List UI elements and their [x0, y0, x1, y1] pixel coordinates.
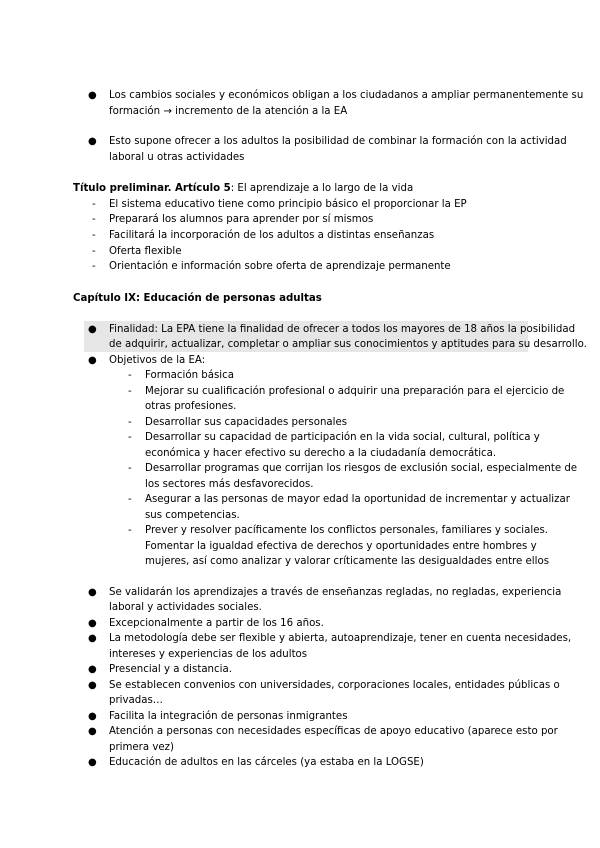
- objetivo-7-line-2: Fomentar la igualdad efectiva de derechos y oportunidades entre hombres y: [145, 541, 537, 552]
- final-5-line-2: privadas…: [109, 695, 163, 706]
- dash-marker: -: [92, 214, 96, 225]
- final-1-line-2: laboral y actividades sociales.: [109, 602, 262, 613]
- dash-marker: -: [92, 246, 96, 257]
- final-1-line-1: Se validarán los aprendizajes a través de enseñanzas regladas, no regladas, experiencia: [109, 587, 562, 598]
- final-8-line-1: Educación de adultos en las cárceles (ya estaba en la LOGSE): [109, 757, 424, 768]
- dash-marker: -: [128, 417, 132, 428]
- bullet-dot: ●: [88, 324, 97, 335]
- finalidad-line-1: Finalidad: La EPA tiene la finalidad de ofrecer a todos los mayores de 18 años la posibilidad: [109, 324, 576, 335]
- bullet-dot: ●: [88, 633, 97, 644]
- bullet-dot: ●: [88, 355, 97, 366]
- titulo-heading-bold: Título preliminar. Artículo 5: [73, 183, 231, 194]
- final-2-line-1: Excepcionalmente a partir de los 16 años.: [109, 618, 324, 629]
- objetivo-5-line-2: los sectores más desfavorecidos.: [145, 479, 314, 490]
- objetivos-label: Objetivos de la EA:: [109, 355, 206, 366]
- final-4-line-1: Presencial y a distancia.: [109, 664, 232, 675]
- dash-marker: -: [128, 494, 132, 505]
- objetivo-3-line-1: Desarrollar sus capacidades personales: [145, 417, 348, 428]
- titulo-heading: [73, 181, 413, 197]
- final-3-line-1: La metodología debe ser flexible y abierta, autoaprendizaje, tener en cuenta necesidades,: [109, 633, 572, 644]
- objetivo-7-line-3: mujeres, así como analizar y valorar críticamente las desigualdades entre ellos: [145, 556, 549, 567]
- titulo-heading-rest: : El aprendizaje a lo largo de la vida: [230, 183, 414, 194]
- bullet-dot: ●: [88, 618, 97, 629]
- final-7-line-1: Atención a personas con necesidades específicas de apoyo educativo (aparece esto por: [109, 726, 558, 737]
- capitulo-heading: Capítulo IX: Educación de personas adultas: [73, 293, 322, 304]
- bullet-dot: ●: [88, 664, 97, 675]
- bullet-dot: ●: [88, 136, 97, 147]
- objetivo-2-line-1: Mejorar su cualificación profesional o adquirir una preparación para el ejercicio de: [145, 386, 565, 397]
- objetivo-5-line-1: Desarrollar programas que corrijan los riesgos de exclusión social, especialmente de: [145, 463, 578, 474]
- bullet-dot: ●: [88, 711, 97, 722]
- objetivo-4-line-1: Desarrollar su capacidad de participación en la vida social, cultural, política y: [145, 432, 540, 443]
- intro-bullet-2-line-2: laboral u otras actividades: [109, 152, 245, 163]
- final-6-line-1: Facilita la integración de personas inmigrantes: [109, 711, 348, 722]
- finalidad-line-2: de adquirir, actualizar, completar o ampliar sus conocimientos y aptitudes para su desarrollo.: [109, 339, 587, 350]
- dash-marker: -: [128, 386, 132, 397]
- objetivo-4-line-2: económica y hacer efectivo su derecho a la ciudadanía democrática.: [145, 448, 497, 459]
- bullet-dot: ●: [88, 757, 97, 768]
- objetivo-2-line-2: otras profesiones.: [145, 401, 237, 412]
- bullet-dot: ●: [88, 726, 97, 737]
- dash-marker: -: [92, 199, 96, 210]
- titulo-item-5: Orientación e información sobre oferta de aprendizaje permanente: [109, 261, 451, 272]
- titulo-item-1: El sistema educativo tiene como principio básico el proporcionar la EP: [109, 199, 467, 210]
- objetivo-6-line-2: sus competencias.: [145, 510, 240, 521]
- dash-marker: -: [92, 230, 96, 241]
- bullet-dot: ●: [88, 680, 97, 691]
- titulo-item-4: Oferta flexible: [109, 246, 182, 257]
- objetivo-1-line-1: Formación básica: [145, 370, 234, 381]
- final-3-line-2: intereses y experiencias de los adultos: [109, 649, 308, 660]
- intro-bullet-1-line-2: formación → incremento de la atención a la EA: [109, 106, 348, 117]
- dash-marker: -: [128, 370, 132, 381]
- final-5-line-1: Se establecen convenios con universidades, corporaciones locales, entidades públicas o: [109, 680, 560, 691]
- final-7-line-2: primera vez): [109, 742, 174, 753]
- dash-marker: -: [128, 463, 132, 474]
- titulo-item-2: Preparará los alumnos para aprender por sí mismos: [109, 214, 374, 225]
- intro-bullet-2-line-1: Esto supone ofrecer a los adultos la posibilidad de combinar la formación con la actividad: [109, 136, 567, 147]
- bullet-dot: ●: [88, 90, 97, 101]
- dash-marker: -: [128, 432, 132, 443]
- objetivo-6-line-1: Asegurar a las personas de mayor edad la oportunidad de incrementar y actualizar: [145, 494, 570, 505]
- dash-marker: -: [128, 525, 132, 536]
- dash-marker: -: [92, 261, 96, 272]
- objetivo-7-line-1: Prever y resolver pacíficamente los conflictos personales, familiares y sociales.: [145, 525, 549, 536]
- titulo-item-3: Facilitará la incorporación de los adultos a distintas enseñanzas: [109, 230, 435, 241]
- intro-bullet-1-line-1: Los cambios sociales y económicos obligan a los ciudadanos a ampliar permanentemente su: [109, 90, 584, 101]
- bullet-dot: ●: [88, 587, 97, 598]
